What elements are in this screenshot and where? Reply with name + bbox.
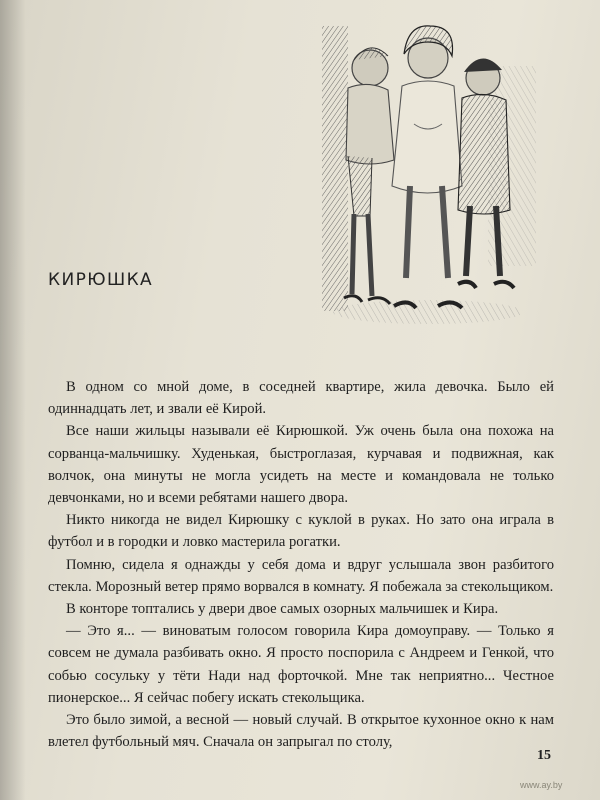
paragraph: В конторе топтались у двери двое самых озорных мальчишек и Кира. [66, 601, 499, 618]
paragraph: Все наши жильцы называли её Кирюшкой. Уж очень была она похожа на сорванца-мальчишку. Худенькая, быстроглазая, курчавая и подвижная, как волчок, она минуты не могла усидеть на месте и командовала не только девчонками, но и всеми ребятами нашего двора. [48, 423, 554, 507]
page-number: 15 [537, 748, 551, 763]
paragraph: — Это я... — виноватым голосом говорила Кира домоуправу. — Только я совсем не думала разбивать окно. Я просто поспорила с Андреем и Генкой, что собью сосульку у тёти Нади над форточкой. Мне так неприятно... Честное пионерское... Я сейчас побегу искать стекольщика. [48, 623, 554, 706]
children-sketch-illustration [318, 6, 538, 328]
paragraph: Никто никогда не видел Кирюшку с куклой в руках. Но зато она играла в футбол и в городки и ловко мастерила рогатки. [48, 512, 554, 551]
paragraph: Это было зимой, а весной — новый случай. В открытое кухонное окно к нам влетел футбольный мяч. Сначала он запрыгал по столу, [48, 712, 554, 751]
body-text [48, 376, 554, 753]
chapter-title: КИРЮШКА [48, 270, 154, 290]
paragraph: Помню, сидела я однажды у себя дома и вдруг услышала звон разбитого стекла. Морозный ветер прямо ворвался в комнату. Я побежала за стекольщиком. [48, 556, 554, 595]
spine-shadow [0, 0, 26, 800]
watermark: www.ay.by [520, 780, 563, 790]
paragraph: В одном со мной доме, в соседней квартире, жила девочка. Было ей одиннадцать лет, и звали её Кирой. [48, 379, 554, 418]
